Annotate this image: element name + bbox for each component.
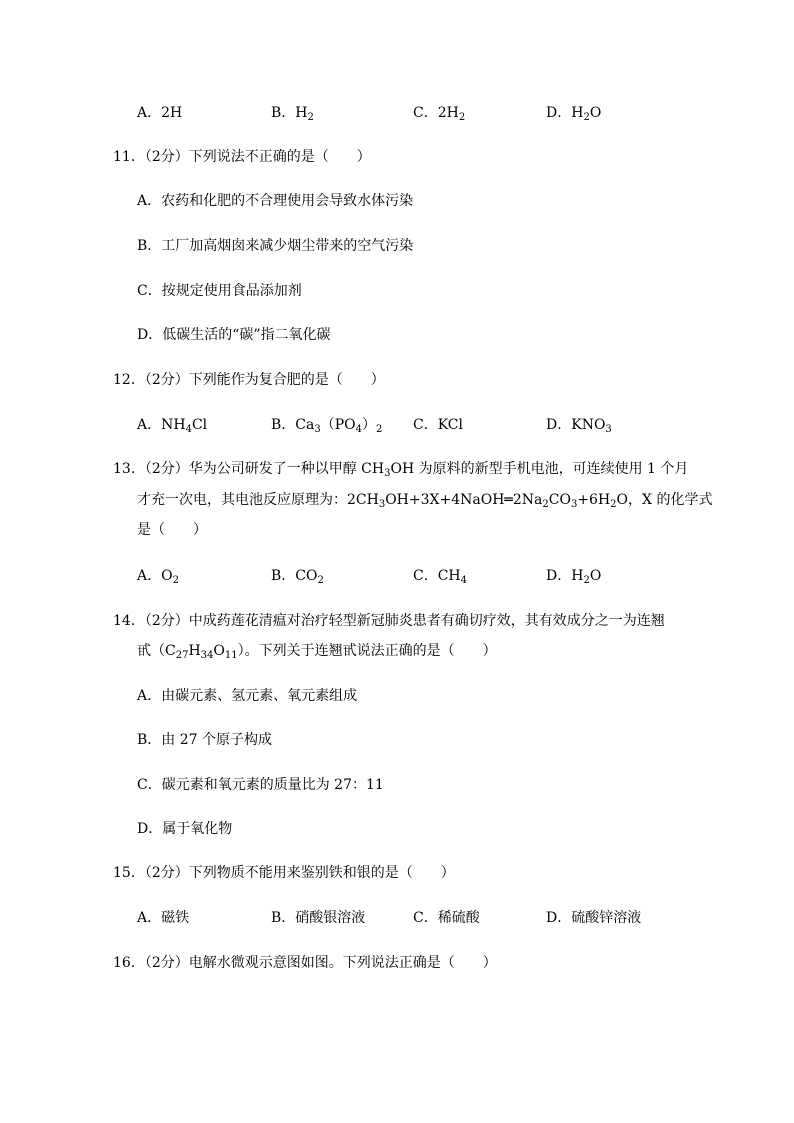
q14-option-d: D．属于氧化物 <box>137 821 233 837</box>
q10-option-a-letter: A． <box>137 105 162 121</box>
q15-option-c: C．稀硫酸 <box>413 910 480 926</box>
q11-option-d: D．低碳生活的“碳”指二氧化碳 <box>137 327 331 343</box>
q13-option-b-text: CO <box>295 568 318 584</box>
q13-option-b-letter: B． <box>271 568 296 584</box>
q12-option-a-text: NH <box>161 417 186 433</box>
q12-option-a-letter: A． <box>137 417 162 433</box>
q14-option-a: A．由碳元素、氢元素、氧元素组成 <box>137 688 358 704</box>
q12-option-a <box>137 415 207 435</box>
q16-stem: 16．（2分）电解水微观示意图如图。下列说法正确是（ ） <box>113 955 497 971</box>
q12-option-d-text: KNO <box>571 417 606 433</box>
q11-option-c: C．按规定使用食品添加剂 <box>137 283 302 299</box>
q13-stem-line-2-text: 才充一次电，其电池反应原理为：2CH <box>137 492 379 508</box>
q12-option-c-text: KCl <box>437 417 463 433</box>
q13-option-c <box>413 566 467 586</box>
q13-stem-line-2 <box>137 490 712 510</box>
q10-option-d-letter: D． <box>546 105 572 121</box>
q10-option-d <box>546 103 601 123</box>
q15-option-d: D．硫酸锌溶液 <box>546 910 642 926</box>
q10-option-c-text: 2H <box>437 105 459 121</box>
q10-option-c-letter: C． <box>413 105 438 121</box>
q13-stem-line-1-tail: OH 为原料的新型手机电池，可连续使用 1 个月 <box>390 461 689 477</box>
q12-option-b <box>271 415 382 435</box>
q10-option-d-subscript: 2 <box>583 112 590 123</box>
q10-option-a-text: 2H <box>161 105 183 121</box>
q13-stem-line-3: 是（ ） <box>137 522 207 538</box>
q14-stem-line-2-mid-1: H <box>188 643 201 659</box>
q13-option-d-text: H <box>571 568 584 584</box>
q12-option-b-text-mid: （PO <box>320 417 356 433</box>
q13-stem-line-2-tail: O，X 的化学式 <box>616 492 713 508</box>
q15-option-b: B．硝酸银溶液 <box>271 910 366 926</box>
q12-option-d-subscript: 3 <box>605 424 612 435</box>
q14-option-c: C．碳元素和氧元素的质量比为 27：11 <box>137 777 384 793</box>
q13-option-c-text: CH <box>437 568 461 584</box>
q10-option-d-text-tail: O <box>589 105 602 121</box>
q12-stem: 12．（2分）下列能作为复合肥的是（ ） <box>113 372 385 388</box>
q13-option-a-text: O <box>161 568 173 584</box>
q14-stem-line-2-sub-1: 27 <box>175 650 189 661</box>
q13-stem-line-2-mid-1: OH+3X+4NaOH═2Na <box>385 492 543 508</box>
q13-option-d-letter: D． <box>546 568 572 584</box>
q13-stem-line-2-sub-4: 2 <box>610 499 617 510</box>
q10-option-b <box>271 103 314 123</box>
q12-option-d <box>546 415 612 435</box>
q13-option-d-subscript: 2 <box>583 575 590 586</box>
q12-option-b-subscript-3: 2 <box>376 424 383 435</box>
q14-stem-line-2-tail: ）。下列关于连翘甙说法正确的是（ ） <box>237 643 497 659</box>
q13-option-b <box>271 566 324 586</box>
q13-stem-line-2-sub-3: 3 <box>570 499 578 510</box>
q14-stem-line-2-mid-2: O <box>213 643 225 659</box>
q13-option-a-subscript: 2 <box>172 575 179 586</box>
q12-option-b-text: Ca <box>295 417 315 433</box>
q14-option-b: B．由 27 个原子构成 <box>137 732 273 748</box>
q10-option-a <box>137 103 182 123</box>
q14-stem-line-2 <box>137 641 497 661</box>
q13-option-b-subscript: 2 <box>317 575 324 586</box>
q10-option-c <box>413 103 465 123</box>
q10-option-c-subscript: 2 <box>458 112 466 123</box>
q13-option-a-letter: A． <box>137 568 162 584</box>
q13-option-c-letter: C． <box>413 568 438 584</box>
q10-option-b-subscript: 2 <box>307 112 314 123</box>
q12-option-c <box>413 415 463 435</box>
q12-option-c-letter: C． <box>413 417 438 433</box>
q14-stem-line-2-text: 甙（C <box>137 643 176 659</box>
q11-stem: 11．（2分）下列说法不正确的是（ ） <box>113 149 371 165</box>
q12-option-a-text-tail: Cl <box>191 417 208 433</box>
q13-stem-line-2-sub-2: 2 <box>542 499 549 510</box>
q12-option-b-text-tail: ） <box>362 417 377 433</box>
q14-stem-line-2-sub-2: 34 <box>200 650 214 661</box>
q15-option-a: A．磁铁 <box>137 910 190 926</box>
q13-stem-line-1-subscript: 3 <box>384 468 391 479</box>
q12-option-d-letter: D． <box>546 417 572 433</box>
q10-option-b-text: H <box>295 105 308 121</box>
q11-option-b: B．工厂加高烟囱来减少烟尘带来的空气污染 <box>137 238 414 254</box>
q13-option-a <box>137 566 179 586</box>
q13-option-c-subscript: 4 <box>460 575 468 586</box>
q12-option-a-subscript: 4 <box>185 424 192 435</box>
q14-stem-line-2-sub-3: 11 <box>224 650 238 661</box>
q10-option-b-letter: B． <box>271 105 296 121</box>
q13-option-d <box>546 566 601 586</box>
q14-stem-line-1: 14．（2分）中成药莲花清瘟对治疗轻型新冠肺炎患者有确切疗效，其有效成分之一为连翘 <box>113 613 665 629</box>
q12-option-b-subscript-2: 4 <box>355 424 363 435</box>
q13-stem-line-1 <box>113 459 688 479</box>
q13-option-d-text-tail: O <box>589 568 602 584</box>
q12-option-b-subscript-1: 3 <box>314 424 321 435</box>
q11-option-a: A．农药和化肥的不合理使用会导致水体污染 <box>137 193 414 209</box>
q12-option-b-letter: B． <box>271 417 296 433</box>
q13-stem-line-2-mid-2: CO <box>548 492 571 508</box>
q13-stem-line-2-sub-1: 3 <box>378 499 386 510</box>
q10-option-d-text: H <box>571 105 584 121</box>
q13-stem-line-2-mid-3: +6H <box>577 492 611 508</box>
q15-stem: 15．（2分）下列物质不能用来鉴别铁和银的是（ ） <box>113 865 455 881</box>
q13-stem-line-1-text: 13．（2分）华为公司研发了一种以甲醇 CH <box>113 461 385 477</box>
